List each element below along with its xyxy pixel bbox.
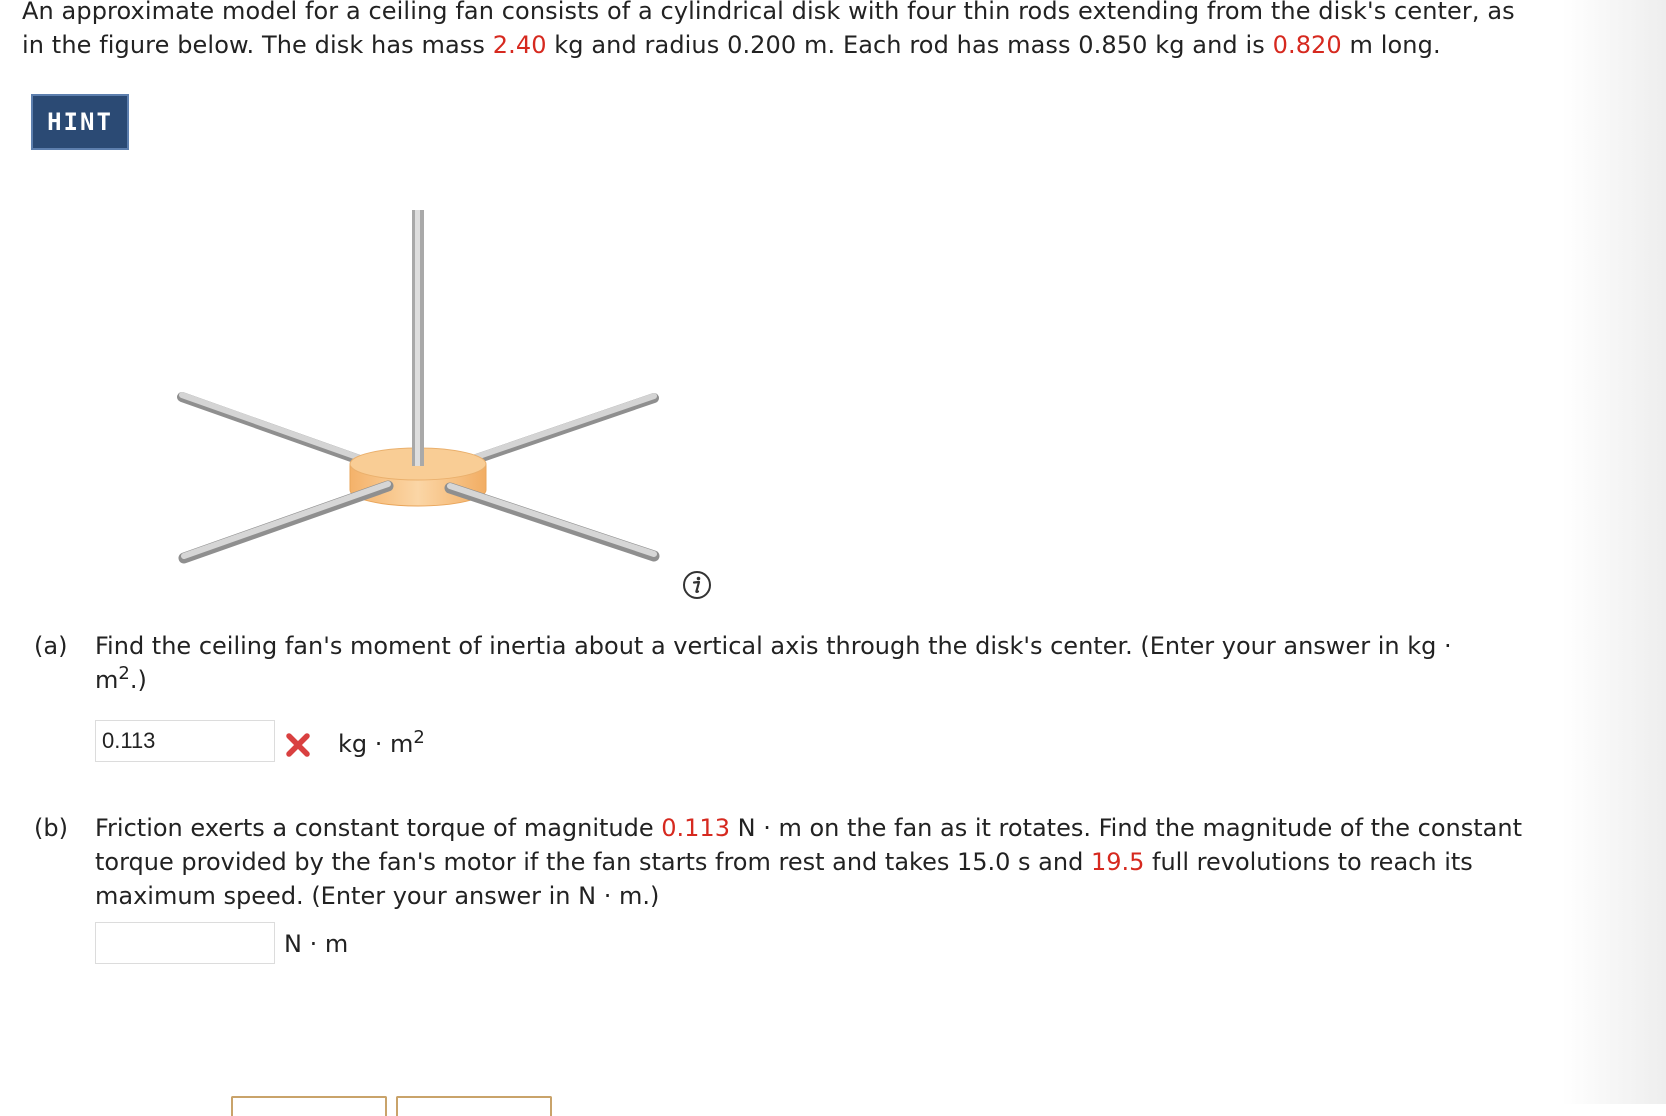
part-b-label: (b) xyxy=(34,814,68,842)
problem-statement xyxy=(22,0,1542,62)
part-b-unit: N · m xyxy=(284,930,349,958)
info-icon[interactable] xyxy=(682,570,712,600)
part-a-label: (a) xyxy=(34,632,68,660)
problem-text-1: An approximate model for a ceiling fan consists of a cylindrical disk with four thin rods extending from the disk's center, as in the figure below. The disk has mass xyxy=(22,0,1515,59)
right-edge-shadow xyxy=(1562,0,1666,1104)
rod-front-left xyxy=(184,484,388,558)
submit-button-partial[interactable] xyxy=(231,1096,387,1116)
part-a-answer-input[interactable] xyxy=(95,720,275,762)
problem-text-3: m long. xyxy=(1341,31,1441,59)
part-a-text-end: .) xyxy=(129,666,147,694)
part-b-answer-input[interactable] xyxy=(95,922,275,964)
ceiling-fan-figure xyxy=(160,200,680,580)
part-a-question xyxy=(95,629,1500,697)
part-b-text-1: Friction exerts a constant torque of magnitude xyxy=(95,814,662,842)
fan-shaft xyxy=(412,210,424,466)
part-a-unit-exponent: 2 xyxy=(413,727,425,748)
revolutions-value: 19.5 xyxy=(1090,848,1145,876)
rod-front-right xyxy=(450,486,654,556)
friction-torque-value: 0.113 xyxy=(661,814,730,842)
part-b-text-2: N · m on the fan as it rotates. Find the magnitude of the constant torque provided by the fan's motor if the fan starts from rest and takes 15.0 s and xyxy=(95,814,1522,876)
part-a-unit-base: kg · m xyxy=(338,730,414,758)
rod-length-value: 0.820 xyxy=(1272,31,1342,59)
part-a-unit xyxy=(338,727,425,761)
disk-mass-value: 2.40 xyxy=(492,31,547,59)
part-a-text: Find the ceiling fan's moment of inertia about a vertical axis through the disk's center. (Enter your answer in kg · m xyxy=(95,632,1452,694)
part-b-question xyxy=(95,811,1525,913)
part-b-text-3: full revolutions to reach its maximum speed. (Enter your answer in N · m.) xyxy=(95,848,1473,910)
hint-button[interactable]: HINT xyxy=(31,94,129,150)
x-mark-icon xyxy=(285,732,311,758)
part-a-exponent: 2 xyxy=(118,663,130,684)
problem-text-2: kg and radius 0.200 m. Each rod has mass 0.850 kg and is xyxy=(546,31,1273,59)
secondary-button-partial[interactable] xyxy=(396,1096,552,1116)
